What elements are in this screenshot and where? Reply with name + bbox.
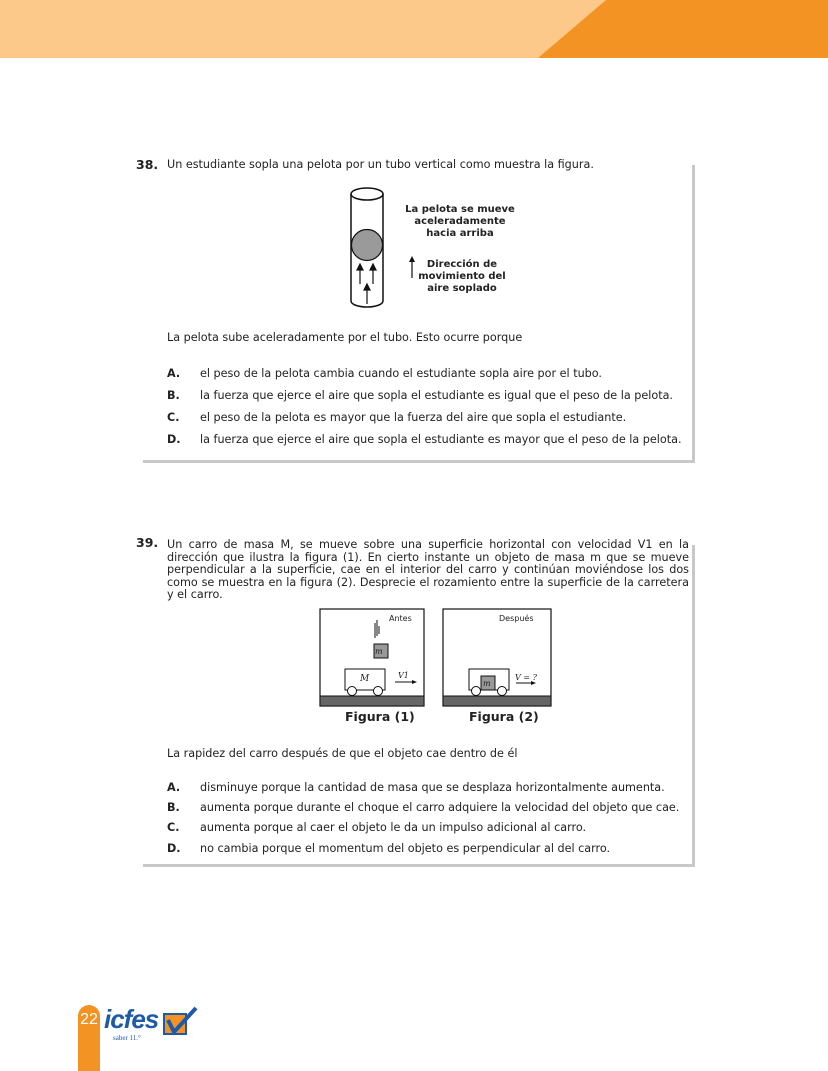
option-letter: D. [167, 433, 181, 446]
option-c[interactable] [167, 411, 626, 424]
figure-2-caption: Figura (2) [469, 709, 539, 724]
option-c[interactable] [167, 821, 586, 834]
option-letter: B. [167, 801, 180, 814]
figure-1-caption: Figura (1) [345, 709, 415, 724]
cart-mass-label: M [360, 674, 370, 684]
option-text: no cambia porque el momentum del objeto es perpendicular al del carro. [200, 842, 611, 855]
option-a[interactable] [167, 367, 602, 380]
question-prompt: La rapidez del carro después de que el objeto cae dentro de él [167, 747, 518, 760]
option-text: disminuye porque la cantidad de masa que se desplaza horizontalmente aumenta. [200, 781, 665, 794]
question-number: 39. [136, 535, 159, 550]
option-b[interactable] [167, 389, 673, 402]
option-d[interactable] [167, 842, 610, 855]
option-letter: C. [167, 411, 180, 424]
after-label: Después [499, 614, 534, 623]
question-stem: Un carro de masa M, se mueve sobre una superficie horizontal con velocidad V1 en la dirección que ilustra la figura (1). En cierto instante un objeto de masa m que se mueve perpendicular a la superficie, cae en el interior del carro y continúan moviéndose los dos como se muestra en la figura (2). Desprecie el rozamiento entre la superficie de la carretera y el carro. [167, 538, 689, 601]
before-label: Antes [389, 614, 412, 623]
question-stem: Un estudiante sopla una pelota por un tubo vertical como muestra la figura. [167, 158, 594, 171]
option-text: la fuerza que ejerce el aire que sopla el estudiante es mayor que el peso de la pelota. [200, 433, 682, 446]
icfes-logo: icfes [104, 1004, 159, 1034]
small-mass-label: m [375, 647, 383, 656]
option-letter: A. [167, 781, 181, 794]
option-text: aumenta porque durante el choque el carro adquiere la velocidad del objeto que cae. [200, 801, 680, 814]
option-letter: C. [167, 821, 180, 834]
option-letter: D. [167, 842, 181, 855]
velocity-unknown-label: V = ? [515, 673, 537, 682]
option-a[interactable] [167, 781, 665, 794]
option-text: la fuerza que ejerce el aire que sopla el estudiante es igual que el peso de la pelota. [200, 389, 673, 402]
question-prompt: La pelota sube aceleradamente por el tubo. Esto ocurre porque [167, 331, 523, 344]
option-letter: A. [167, 367, 181, 380]
logo-subtitle: saber 11.° [113, 1034, 141, 1042]
velocity-v1-label: V1 [398, 671, 409, 680]
arrow-up-icon [408, 256, 416, 278]
option-text: el peso de la pelota es mayor que la fuerza del aire que sopla el estudiante. [200, 411, 627, 424]
option-text: aumenta porque al caer el objeto le da un impulso adicional al carro. [200, 821, 587, 834]
ball-label: La pelota se mueve aceleradamente hacia arriba [405, 204, 515, 239]
air-direction-label: Dirección de movimiento del aire soplado [418, 259, 506, 294]
cart-figures [319, 608, 553, 708]
option-letter: B. [167, 389, 180, 402]
option-text: el peso de la pelota cambia cuando el estudiante sopla aire por el tubo. [200, 367, 602, 380]
small-mass-label-after: m [483, 679, 491, 688]
checkmark-logo-icon [162, 1006, 200, 1036]
tube-figure [345, 186, 390, 311]
option-d[interactable] [167, 433, 682, 446]
page-number: 22 [78, 1005, 100, 1071]
option-b[interactable] [167, 801, 679, 814]
question-number: 38. [136, 157, 159, 172]
